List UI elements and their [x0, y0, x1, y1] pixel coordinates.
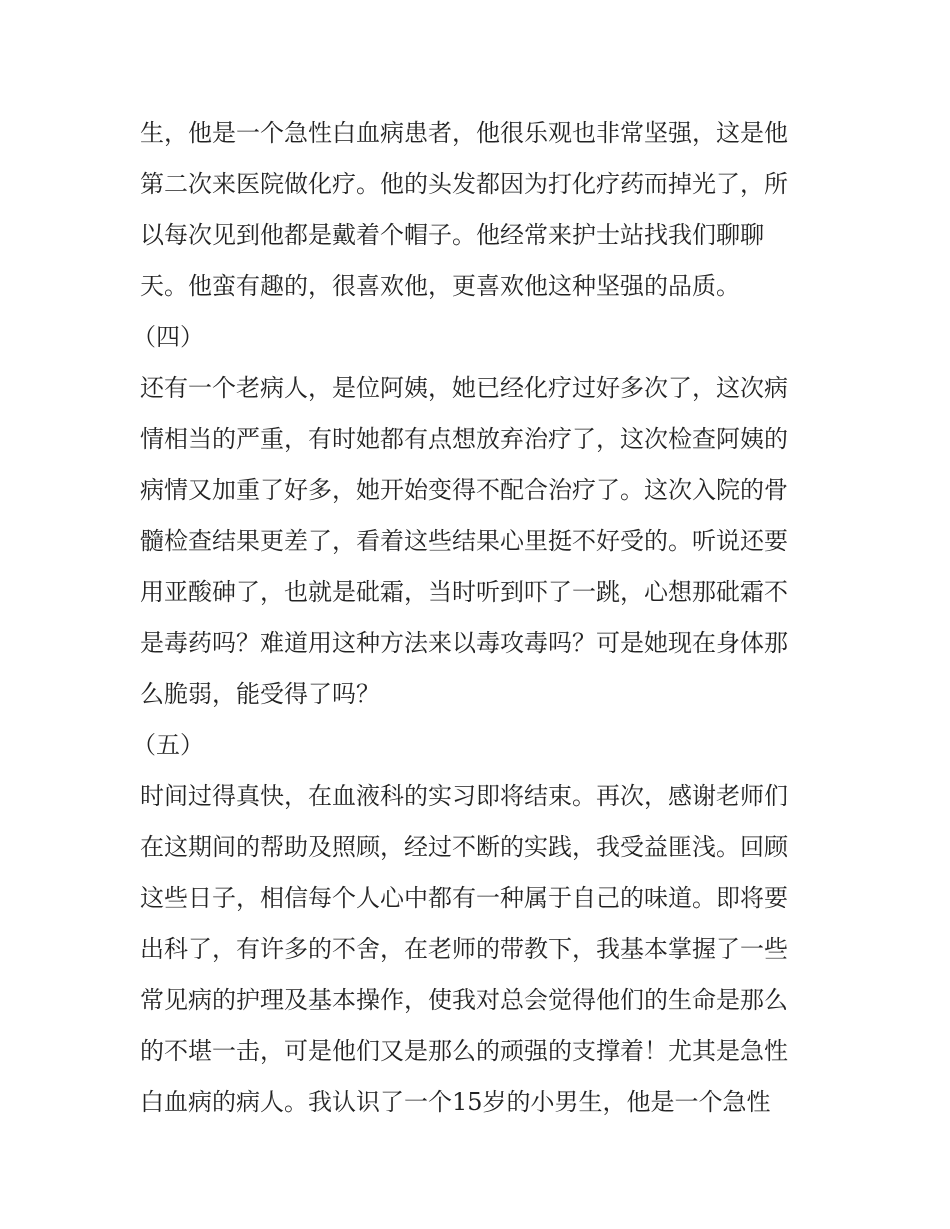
body-text: [132, 108, 820, 1128]
text-line: 在这期间的帮助及照顾，经过不断的实践，我受益匪浅。回顾: [140, 833, 788, 861]
text-line: 白血病的病人。我认识了一个15岁的小男生，他是一个急性: [140, 1088, 771, 1116]
text-line: 天。他蛮有趣的，很喜欢他，更喜欢他这种坚强的品质。: [140, 272, 740, 300]
text-line: 这些日子，相信每个人心中都有一种属于自己的味道。即将要: [140, 884, 788, 912]
text-line: 第二次来医院做化疗。他的头发都因为打化疗药而掉光了，所: [140, 170, 788, 198]
text-line: 髓检查结果更差了，看着这些结果心里挺不好受的。听说还要: [140, 527, 788, 555]
text-line: 病情又加重了好多，她开始变得不配合治疗了。这次入院的骨: [140, 476, 788, 504]
section-heading-four: （四）: [132, 323, 204, 351]
text-line: 出科了，有许多的不舍，在老师的带教下，我基本掌握了一些: [140, 935, 788, 963]
text-line: 时间过得真快，在血液科的实习即将结束。再次，感谢老师们: [140, 782, 788, 810]
text-line: 的不堪一击，可是他们又是那么的顽强的支撑着！尤其是急性: [140, 1037, 788, 1065]
text-line: 用亚酸砷了，也就是砒霜，当时听到吓了一跳，心想那砒霜不: [140, 578, 788, 606]
section-heading-five: （五）: [132, 731, 204, 759]
text-line: 是毒药吗？难道用这种方法来以毒攻毒吗？可是她现在身体那: [140, 629, 788, 657]
text-line: 么脆弱，能受得了吗？: [140, 680, 380, 708]
text-line: 生，他是一个急性白血病患者，他很乐观也非常坚强，这是他: [140, 119, 788, 147]
text-line: 还有一个老病人，是位阿姨，她已经化疗过好多次了，这次病: [140, 374, 788, 402]
text-line: 以每次见到他都是戴着个帽子。他经常来护士站找我们聊聊: [140, 221, 764, 249]
text-line: 常见病的护理及基本操作，使我对总会觉得他们的生命是那么: [140, 986, 788, 1014]
text-line: 情相当的严重，有时她都有点想放弃治疗了，这次检查阿姨的: [140, 425, 788, 453]
